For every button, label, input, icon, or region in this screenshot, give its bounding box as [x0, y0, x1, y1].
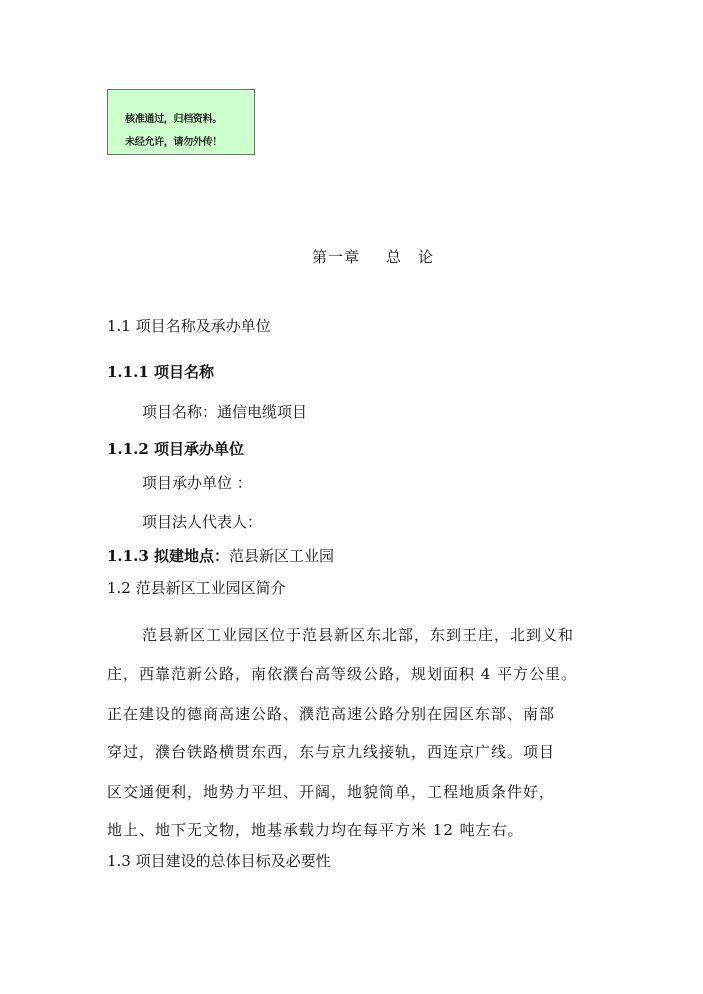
- section-1-1-2-heading: 1.1.2 项目承办单位: [107, 440, 244, 458]
- intro-line-2: 庄，西靠范新公路，南依濮台高等级公路，规划面积 4 平方公里。: [107, 665, 578, 683]
- section-1-1-3-heading: [107, 547, 334, 565]
- site-label: 1.1.3 拟建地点：: [107, 547, 229, 565]
- chapter-heading: [312, 248, 434, 266]
- section-1-2-heading: 1.2 范县新区工业园区简介: [107, 579, 286, 597]
- intro-line-1: 范县新区工业园区位于范县新区东北部，东到王庄，北到义和: [142, 626, 575, 644]
- intro-line-4: 穿过，濮台铁路横贯东西，东与京九线接轨，西连京广线。项目: [107, 743, 556, 761]
- undertaker-line: 项目承办单位 ：: [142, 474, 252, 492]
- stamp-line-2: 未经允许，请勿外传！: [125, 137, 222, 148]
- project-name-line: 项目名称：通信电缆项目: [142, 403, 308, 421]
- chapter-number: 第一章: [312, 248, 361, 266]
- section-1-1-1-heading: 1.1.1 项目名称: [107, 363, 214, 381]
- intro-line-6: 地上、地下无文物，地基承载力均在每平方米 12 吨左右。: [107, 821, 524, 839]
- section-1-3-heading: 1.3 项目建设的总体目标及必要性: [107, 852, 331, 870]
- section-1-1-heading: 1.1 项目名称及承办单位: [107, 317, 271, 335]
- stamp-line-1: 核准通过，归档资料。: [125, 114, 222, 125]
- intro-line-5: 区交通便利，地势力平坦、开阔，地貌简单，工程地质条件好，: [107, 783, 556, 801]
- chapter-title: 总 论: [386, 248, 435, 266]
- approval-stamp: [107, 89, 255, 155]
- site-value: 范县新区工业园: [228, 547, 334, 565]
- intro-line-3: 正在建设的德商高速公路、濮范高速公路分别在园区东部、南部: [107, 705, 556, 723]
- legal-rep-line: 项目法人代表人：: [142, 513, 263, 531]
